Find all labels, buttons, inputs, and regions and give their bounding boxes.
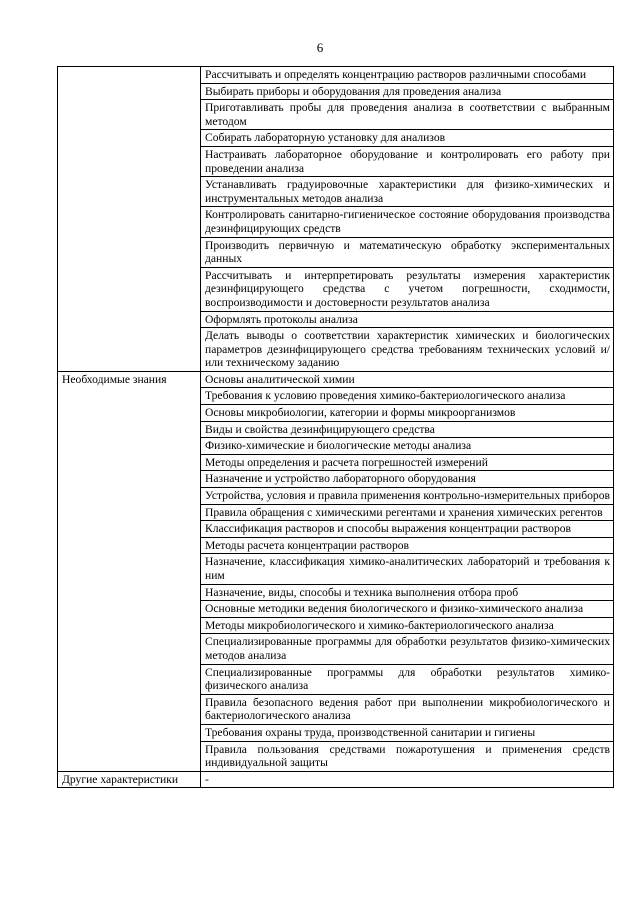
- table-cell-item: Правила пользования средствами пожаротушения и применения средств индивидуальной защиты: [201, 741, 614, 771]
- table-cell-item: Назначение, классификация химико-аналитических лабораторий и требования к ним: [201, 554, 614, 584]
- table-cell-item: Назначение и устройство лабораторного оборудования: [201, 471, 614, 488]
- table-cell-blank: [58, 67, 201, 372]
- table-cell-item: Выбирать приборы и оборудования для проведения анализа: [201, 83, 614, 100]
- table-cell-item: Требования охраны труда, производственной санитарии и гигиены: [201, 724, 614, 741]
- table-cell-item: Требования к условию проведения химико-бактериологического анализа: [201, 388, 614, 405]
- table-cell-item: Устройства, условия и правила применения контрольно-измерительных приборов: [201, 488, 614, 505]
- table-row: [58, 371, 614, 388]
- table-cell-item: Методы расчета концентрации растворов: [201, 537, 614, 554]
- table-cell-item: Методы микробиологического и химико-бактериологического анализа: [201, 617, 614, 634]
- table-cell-item: Правила безопасного ведения работ при выполнении микробиологического и бактериологического анализа: [201, 694, 614, 724]
- table-cell-item: Назначение, виды, способы и техника выполнения отбора проб: [201, 584, 614, 601]
- table-cell-item: -: [201, 771, 614, 788]
- table-cell-item: Методы определения и расчета погрешностей измерений: [201, 454, 614, 471]
- knowledge-label: Необходимые знания: [58, 371, 201, 771]
- competency-table-body: [58, 67, 614, 788]
- table-row: [58, 771, 614, 788]
- table-cell-item: Контролировать санитарно-гигиеническое состояние оборудования производства дезинфицирующих средств: [201, 207, 614, 237]
- table-cell-item: Делать выводы о соответствии характеристик химических и биологических параметров дезинфицирующего средства требованиям технических условий и/или техническому заданию: [201, 328, 614, 372]
- table-cell-item: Виды и свойства дезинфицирующего средства: [201, 421, 614, 438]
- table-cell-item: Производить первичную и математическую обработку экспериментальных данных: [201, 237, 614, 267]
- table-cell-item: Приготавливать пробы для проведения анализа в соответствии с выбранным методом: [201, 100, 614, 130]
- table-cell-item: Оформлять протоколы анализа: [201, 311, 614, 328]
- table-cell-item: Настраивать лабораторное оборудование и контролировать его работу при проведении анализа: [201, 146, 614, 176]
- table-cell-item: Специализированные программы для обработки результатов химико-физического анализа: [201, 664, 614, 694]
- table-cell-item: Собирать лабораторную установку для анализов: [201, 130, 614, 147]
- table-cell-item: Физико-химические и биологические методы анализа: [201, 438, 614, 455]
- page-number: 6: [316, 40, 324, 55]
- table-cell-item: Устанавливать градуировочные характеристики для физико-химических и инструментальных методов анализа: [201, 177, 614, 207]
- table-row: [58, 67, 614, 84]
- other-label: Другие характеристики: [58, 771, 201, 788]
- table-cell-item: Основы микробиологии, категории и формы микроорганизмов: [201, 405, 614, 422]
- table-cell-item: Рассчитывать и определять концентрацию растворов различными способами: [201, 67, 614, 84]
- table-cell-item: Основы аналитической химии: [201, 371, 614, 388]
- table-cell-item: Основные методики ведения биологического и физико-химического анализа: [201, 601, 614, 618]
- table-cell-item: Специализированные программы для обработки результатов физико-химических методов анализа: [201, 634, 614, 664]
- table-cell-item: Рассчитывать и интерпретировать результаты измерения характеристик дезинфицирующего средства с учетом погрешности, сходимости, воспроизводимости и достоверности результатов анализа: [201, 267, 614, 311]
- table-cell-item: Правила обращения с химическими регентами и хранения химических регентов: [201, 504, 614, 521]
- competency-table: [57, 66, 614, 788]
- table-cell-item: Классификация растворов и способы выражения концентрации растворов: [201, 521, 614, 538]
